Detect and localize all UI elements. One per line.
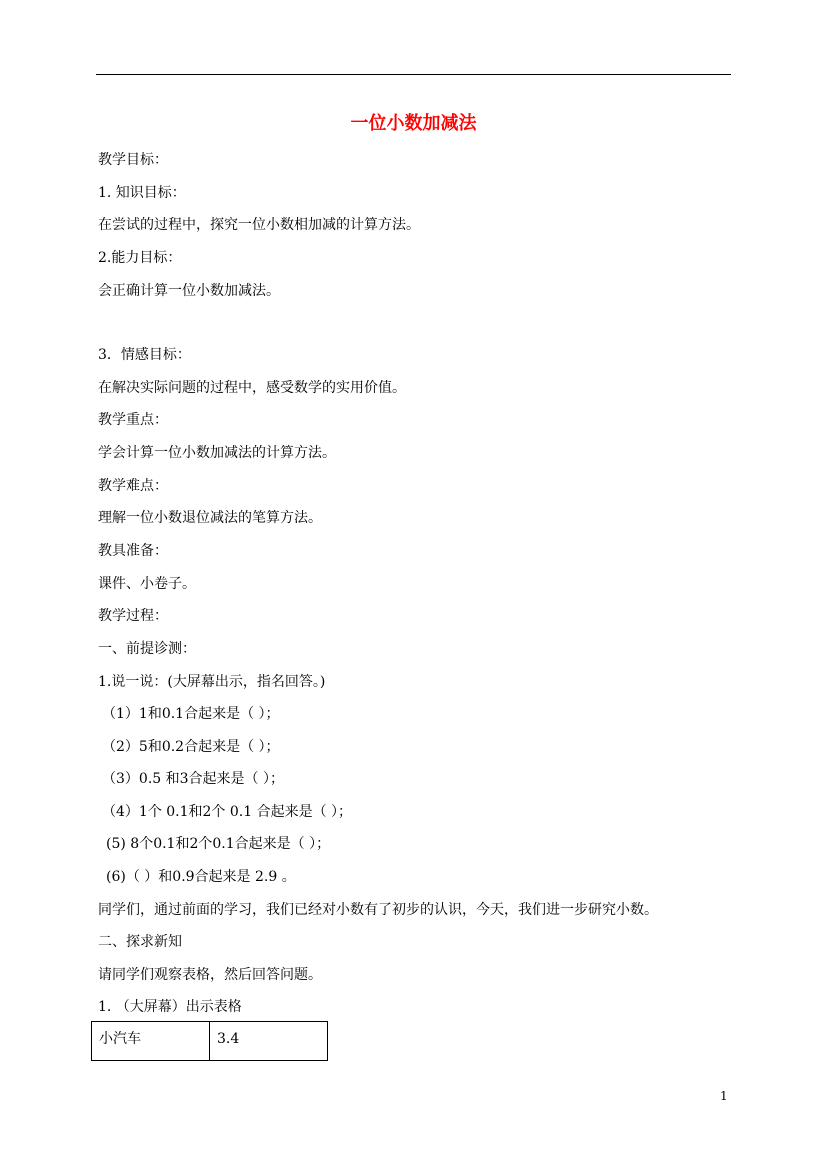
paragraph-key-points: 学会计算一位小数加减法的计算方法。 bbox=[98, 445, 336, 461]
question-item: （4）1个 0.1和2个 0.1 合起来是（ ）； bbox=[102, 804, 353, 820]
document-title: 一位小数加减法 bbox=[350, 113, 477, 134]
heading-process: 教学过程： bbox=[98, 608, 168, 624]
table-row bbox=[92, 1022, 328, 1061]
page-number: 1 bbox=[720, 1089, 728, 1103]
heading-section-two: 二、探求新知 bbox=[98, 934, 182, 950]
question-item: (6)（ ）和0.9合起来是 2.9 。 bbox=[106, 869, 296, 885]
heading-materials: 教具准备： bbox=[98, 543, 168, 559]
heading-knowledge-goal: 1. 知识目标： bbox=[98, 185, 186, 201]
header-rule bbox=[96, 74, 731, 75]
paragraph-knowledge-goal: 在尝试的过程中，探究一位小数相加减的计算方法。 bbox=[98, 217, 420, 233]
heading-teaching-goals: 教学目标： bbox=[98, 152, 168, 168]
paragraph-difficulties: 理解一位小数退位减法的笔算方法。 bbox=[98, 510, 322, 526]
paragraph-emotion-goal: 在解决实际问题的过程中，感受数学的实用价值。 bbox=[98, 380, 406, 396]
table-cell: 3.4 bbox=[210, 1022, 328, 1061]
table-cell: 小汽车 bbox=[92, 1022, 210, 1061]
heading-ability-goal: 2.能力目标： bbox=[98, 250, 182, 266]
question-item: （2）5和0.2合起来是（ ）； bbox=[102, 739, 280, 755]
paragraph-observe: 请同学们观察表格，然后回答问题。 bbox=[98, 967, 322, 983]
heading-section-one: 一、前提诊测： bbox=[98, 641, 196, 657]
paragraph-show-table: 1. （大屏幕）出示表格 bbox=[98, 999, 242, 1015]
question-item: （3）0.5 和3合起来是（ ）； bbox=[102, 771, 284, 787]
data-table bbox=[91, 1021, 328, 1061]
heading-difficulties: 教学难点： bbox=[98, 478, 168, 494]
paragraph-ability-goal: 会正确计算一位小数加减法。 bbox=[98, 283, 280, 299]
heading-key-points: 教学重点： bbox=[98, 412, 168, 428]
question-item: （1）1和0.1合起来是（ ）； bbox=[102, 706, 280, 722]
question-item: (5) 8个0.1和2个0.1合起来是（ ）； bbox=[106, 836, 331, 852]
paragraph-materials: 课件、小卷子。 bbox=[98, 576, 196, 592]
paragraph-say: 1.说一说：(大屏幕出示，指名回答。) bbox=[98, 674, 326, 690]
heading-emotion-goal: 3．情感目标： bbox=[98, 347, 191, 363]
paragraph-intro: 同学们，通过前面的学习，我们已经对小数有了初步的认识，今天，我们进一步研究小数。 bbox=[98, 902, 658, 918]
